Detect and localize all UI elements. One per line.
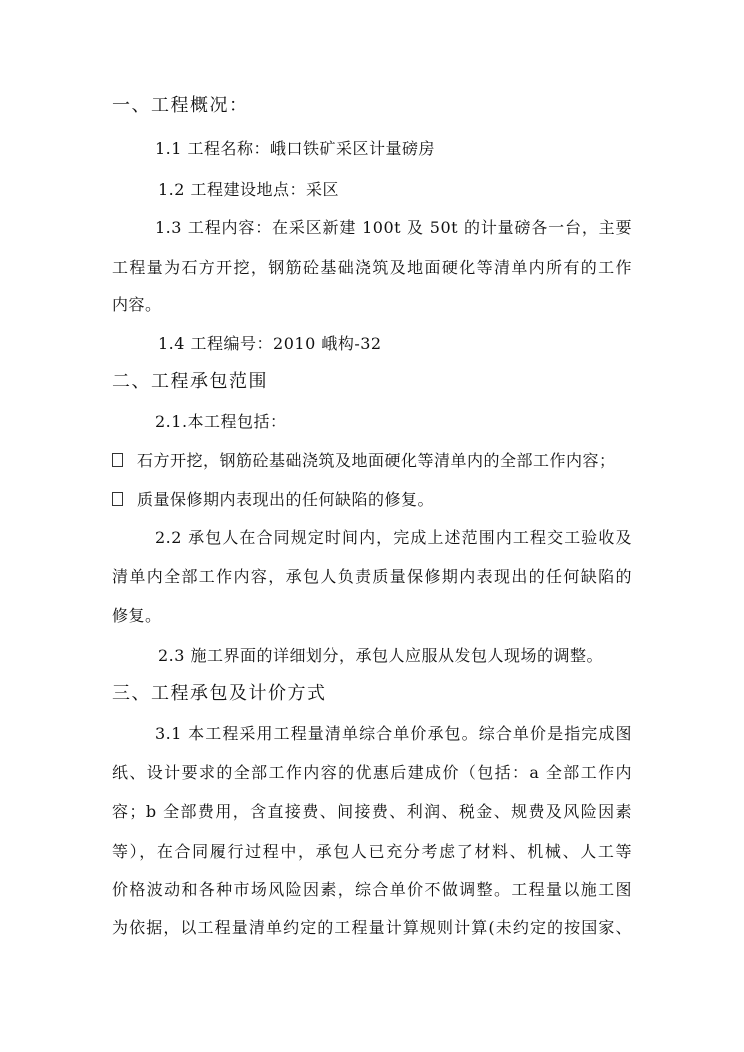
project-content-line-2: 工程量为石方开挖，钢筋砼基础浇筑及地面硬化等清单内所有的工作 (112, 258, 632, 277)
project-content-line-3: 内容。 (112, 295, 162, 314)
project-location: 1.2 工程建设地点：采区 (158, 180, 340, 199)
bullet-icon (112, 453, 123, 467)
section-3-heading: 三、工程承包及计价方式 (112, 683, 327, 704)
clause-2-2-line-1: 2.2 承包人在合同规定时间内，完成上述范围内工程交工验收及 (155, 528, 632, 547)
scope-bullet-2-text: 质量保修期内表现出的任何缺陷的修复。 (137, 490, 435, 509)
section-2-heading: 二、工程承包范围 (112, 371, 268, 392)
scope-bullet-1 (112, 451, 642, 471)
clause-2-2-line-3: 修复。 (112, 606, 162, 625)
clause-2-2-line-2: 清单内全部工作内容，承包人负责质量保修期内表现出的任何缺陷的 (112, 567, 632, 586)
scope-bullet-2 (112, 490, 642, 510)
project-number: 1.4 工程编号：2010 峨构-32 (158, 334, 382, 353)
scope-intro: 2.1.本工程包括： (155, 412, 287, 431)
clause-3-1-line-5: 价格波动和各种市场风险因素，综合单价不做调整。工程量以施工图 (112, 880, 632, 899)
clause-3-1-line-4: 等），在合同履行过程中，承包人已充分考虑了材料、机械、人工等 (112, 842, 632, 861)
clause-3-1-line-6: 为依据，以工程量清单约定的工程量计算规则计算(未约定的按国家、 (112, 918, 632, 937)
clause-2-3: 2.3 施工界面的详细划分，承包人应服从发包人现场的调整。 (158, 646, 604, 665)
scope-bullet-1-text: 石方开挖，钢筋砼基础浇筑及地面硬化等清单内的全部工作内容； (137, 451, 616, 470)
clause-3-1-line-2: 纸、设计要求的全部工作内容的优惠后建成价（包括：a 全部工作内 (112, 763, 632, 782)
project-name: 1.1 工程名称：峨口铁矿采区计量磅房 (155, 139, 436, 158)
clause-3-1-line-3: 容；b 全部费用，含直接费、间接费、利润、税金、规费及风险因素 (112, 802, 632, 821)
section-1-heading: 一、工程概况： (112, 95, 249, 116)
project-content-line-1: 1.3 工程内容：在采区新建 100t 及 50t 的计量磅各一台，主要 (155, 218, 632, 237)
clause-3-1-line-1: 3.1 本工程采用工程量清单综合单价承包。综合单价是指完成图 (155, 724, 632, 743)
bullet-icon (112, 492, 123, 506)
